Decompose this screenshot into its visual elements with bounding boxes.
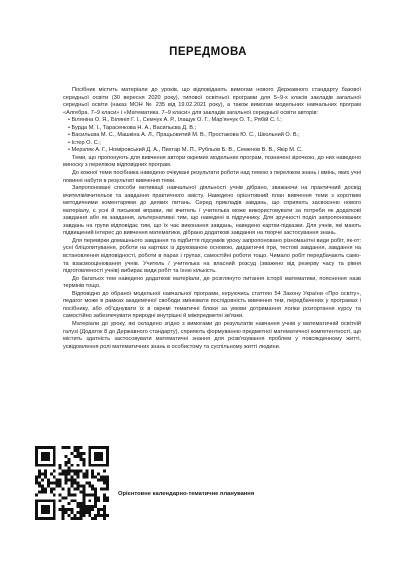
author-list-item: • Мерзляк А. Г., Номіровський Д. А., Пихтар М. П., Рубльов Б. В., Семенов В. В., Якір М. С. — [68, 147, 303, 154]
author-list-item: • Біляніна О. Я., Біляніп Г. І., Семчук А. Р., Ілащук О. Г., Мар'янчук О. Т., Рябій С. І.; — [68, 117, 282, 124]
author-list-item: • Васильєва М. С., Машкіна А. Л., Працьовитий М. В., Простакова Ю. С., Школьний О. В.; — [68, 132, 300, 139]
qr-modules — [35, 446, 109, 520]
author-list-item: • Істер О. С.; — [68, 139, 101, 146]
body-text — [63, 87, 361, 351]
results-paragraph: До кожної теми посібника наведено очікувані результати роботи над темою з переліком знань і вмінь, яких учні повинні набути в результаті вивчення теми. — [63, 170, 361, 184]
competence-paragraph: Матеріали до уроку, які складено згідно з вимогами до результатів навчання учнів у математичній освітній галузі (Додаток 8 до Державного стандарту), сприяють формуванню предметної математичної компетентності, що містить здатність застосовувати математичні знання для розв'язування проблем у повсякденному житті, усвідомлення ролі математичних знань в особистому та суспільному житті людини. — [63, 320, 361, 350]
author-list-item: • Бурда М. І., Тарасенкова Н. А., Васильєва Д. В.; — [68, 124, 197, 131]
intro-paragraph: Посібник містить матеріали до уроків, що відповідають вимогам нового Державного стандарту базової середньої освіти (30 вересня 2020 року), типової освітньої програми для 5–9-х класів закладів загальної середньої освіти (наказ МОН № 235 від 19.02.2021 року), а також вимогам модельних навчальних програм «Алгебра. 7–9 класи» і «Математика. 7–9 класи» для закладів загальної середньої освіти авторів: — [63, 87, 361, 116]
additional-materials-paragraph: До багатьох тем наведено додаткові матеріали, де розглянуто питання історії математики, пояснення назв термінів тощо. — [63, 275, 361, 290]
page-title: ПЕРЕДМОВА — [169, 46, 247, 58]
homework-check-paragraph: Для перевірки домашнього завдання та підбиття підсумків уроку запропоновано різноманітні види робіт, як-от: усні бліцопитування, роботи на картках із друкованою основою, дидактичні ігри, тестові завдання, завдання на встановлення відповідності, роботи в парах і групах, самостійні роботи тощо. Чимало робіт передбачають само- та взаємооцінювання учнів. Учитель / учителька на власний розсуд (зважено від резерву часу та рівня підготовленості учнів) вибирає види робіт та їхню кількість. — [63, 237, 361, 275]
qr-caption: Орієнтовне календарно-тематичне планування — [118, 491, 255, 497]
qr-code-image[interactable] — [35, 446, 109, 520]
academic-freedom-paragraph: Відповідно до обраної модельної навчальної програми, керуючись статтею 54 Закону України «Про освіту», педагог може в рамках академічної свободи змінювати послідовність вивчення тем, передбачених у програмах і посібнику, або об'єднувати їх в окремі тематичні блоки за умови дотримання логіки розгортання курсу та самостійно забезпечувати природні внутрішні й міжпредметні зв'язки. — [63, 290, 361, 320]
asterisk-note-paragraph: Теми, що пропонують для вивчення автори окремих модельних програм, позначені зірочкою, до них наведено виноску з переліком відповідних програм. — [63, 154, 361, 169]
motivation-paragraph: Запропоновані способи мотивації навчальної діяльності учнів дібрано, зважаючи на практичний досвід вчителів/вчительок та завдання практичного змісту. Наведено орієнтовний план вивчення теми з коротким методичними коментарями до деяких питань. Серед прикладів завдань, що сприяють засвоєнню нового матеріалу, є усні й письмові вправи, які вчитель / учителька може використовувати за потреби як додаткові завдання або як завдання, альтернативні тим, що наведені в підручнику. Для зручності поділ запропонованих завдань на групи відповідає тим, що їх чає виконання завдань, наведено картки-підказки. Для учнів, які мають підвищений інтерес до вивчення математики, дібрано додаткові завдання на творче застосування знань. — [63, 185, 361, 237]
